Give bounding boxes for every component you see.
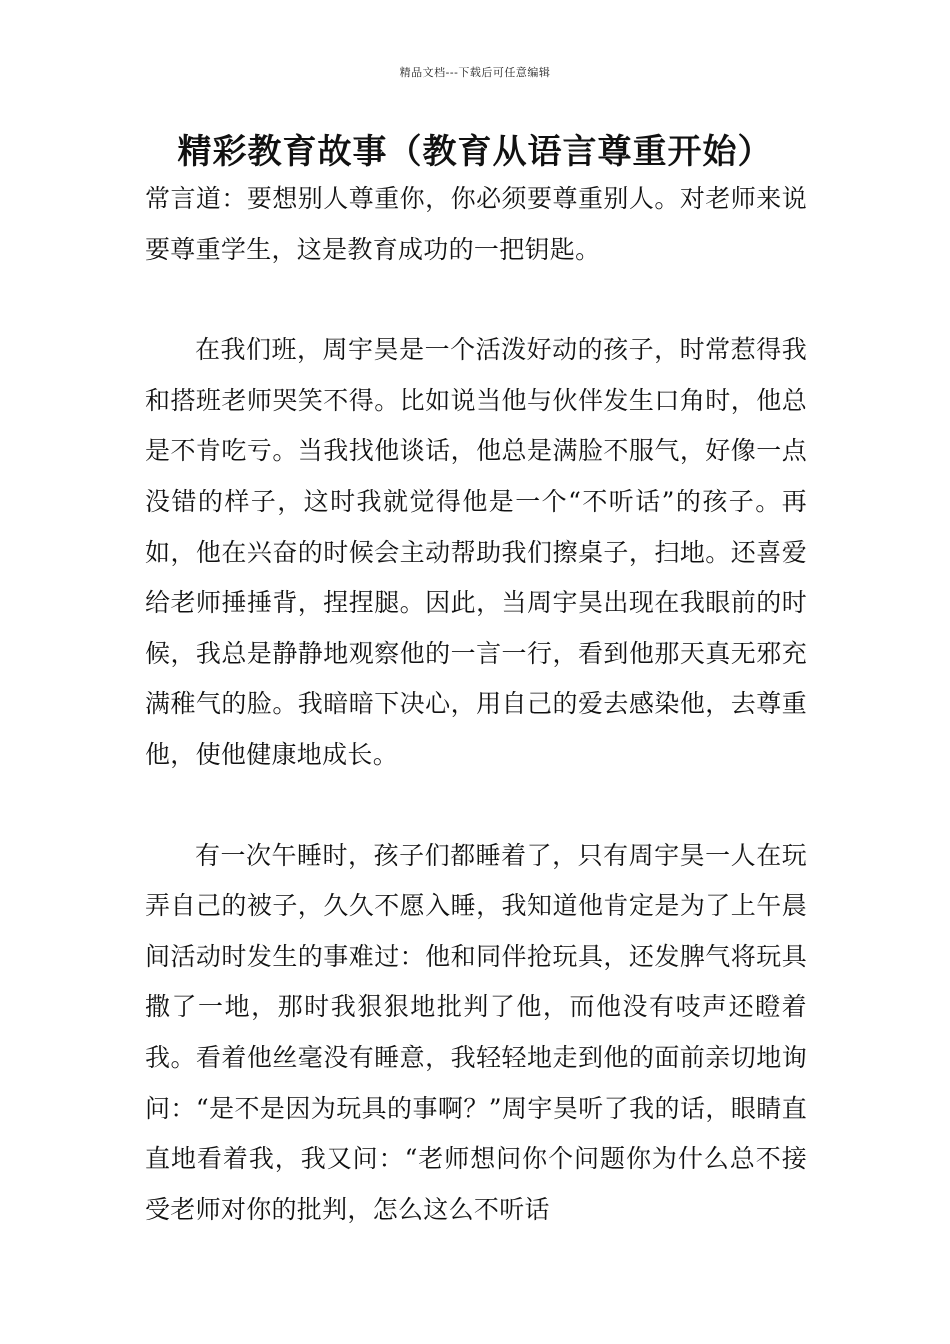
document-title: 精彩教育故事（教育从语言尊重开始） <box>177 132 773 172</box>
paragraph-gap <box>145 781 807 831</box>
document-body <box>145 174 807 1235</box>
paragraph-class-story: 在我们班，周宇昊是一个活泼好动的孩子，时常惹得我和搭班老师哭笑不得。比如说当他与伙伴发生口角时，他总是不肯吃亏。当我找他谈话，他总是满脸不服气，好像一点没错的样子，这时我就觉得他是一个“不听话”的孩子。再如，他在兴奋的时候会主动帮助我们擦桌子，扫地。还喜爱给老师捶捶背，捏捏腿。因此，当周宇昊出现在我眼前的时候，我总是静静地观察他的一言一行，看到他那天真无邪充满稚气的脸。我暗暗下决心，用自己的爱去感染他，去尊重他，使他健康地成长。 <box>145 335 807 769</box>
paragraph-intro: 常言道：要想别人尊重你，你必须要尊重别人。对老师来说要尊重学生，这是教育成功的一把钥匙。 <box>145 184 807 264</box>
paragraph-nap-story: 有一次午睡时，孩子们都睡着了，只有周宇昊一人在玩弄自己的被子，久久不愿入睡，我知道他肯定是为了上午晨间活动时发生的事难过：他和同伴抢玩具，还发脾气将玩具撒了一地，那时我狠狠地批判了他，而他没有吱声还瞪着我。看着他丝毫没有睡意，我轻轻地走到他的面前亲切地询问：“是不是因为玩具的事啊？”周宇昊听了我的话，眼睛直直地看着我，我又问：“老师想问你个问题你为什么总不接受老师对你的批判，怎么这么不听话 <box>145 840 807 1224</box>
paragraph-gap <box>145 275 807 325</box>
header-note: 精品文档---下载后可任意编辑 <box>399 66 551 79</box>
